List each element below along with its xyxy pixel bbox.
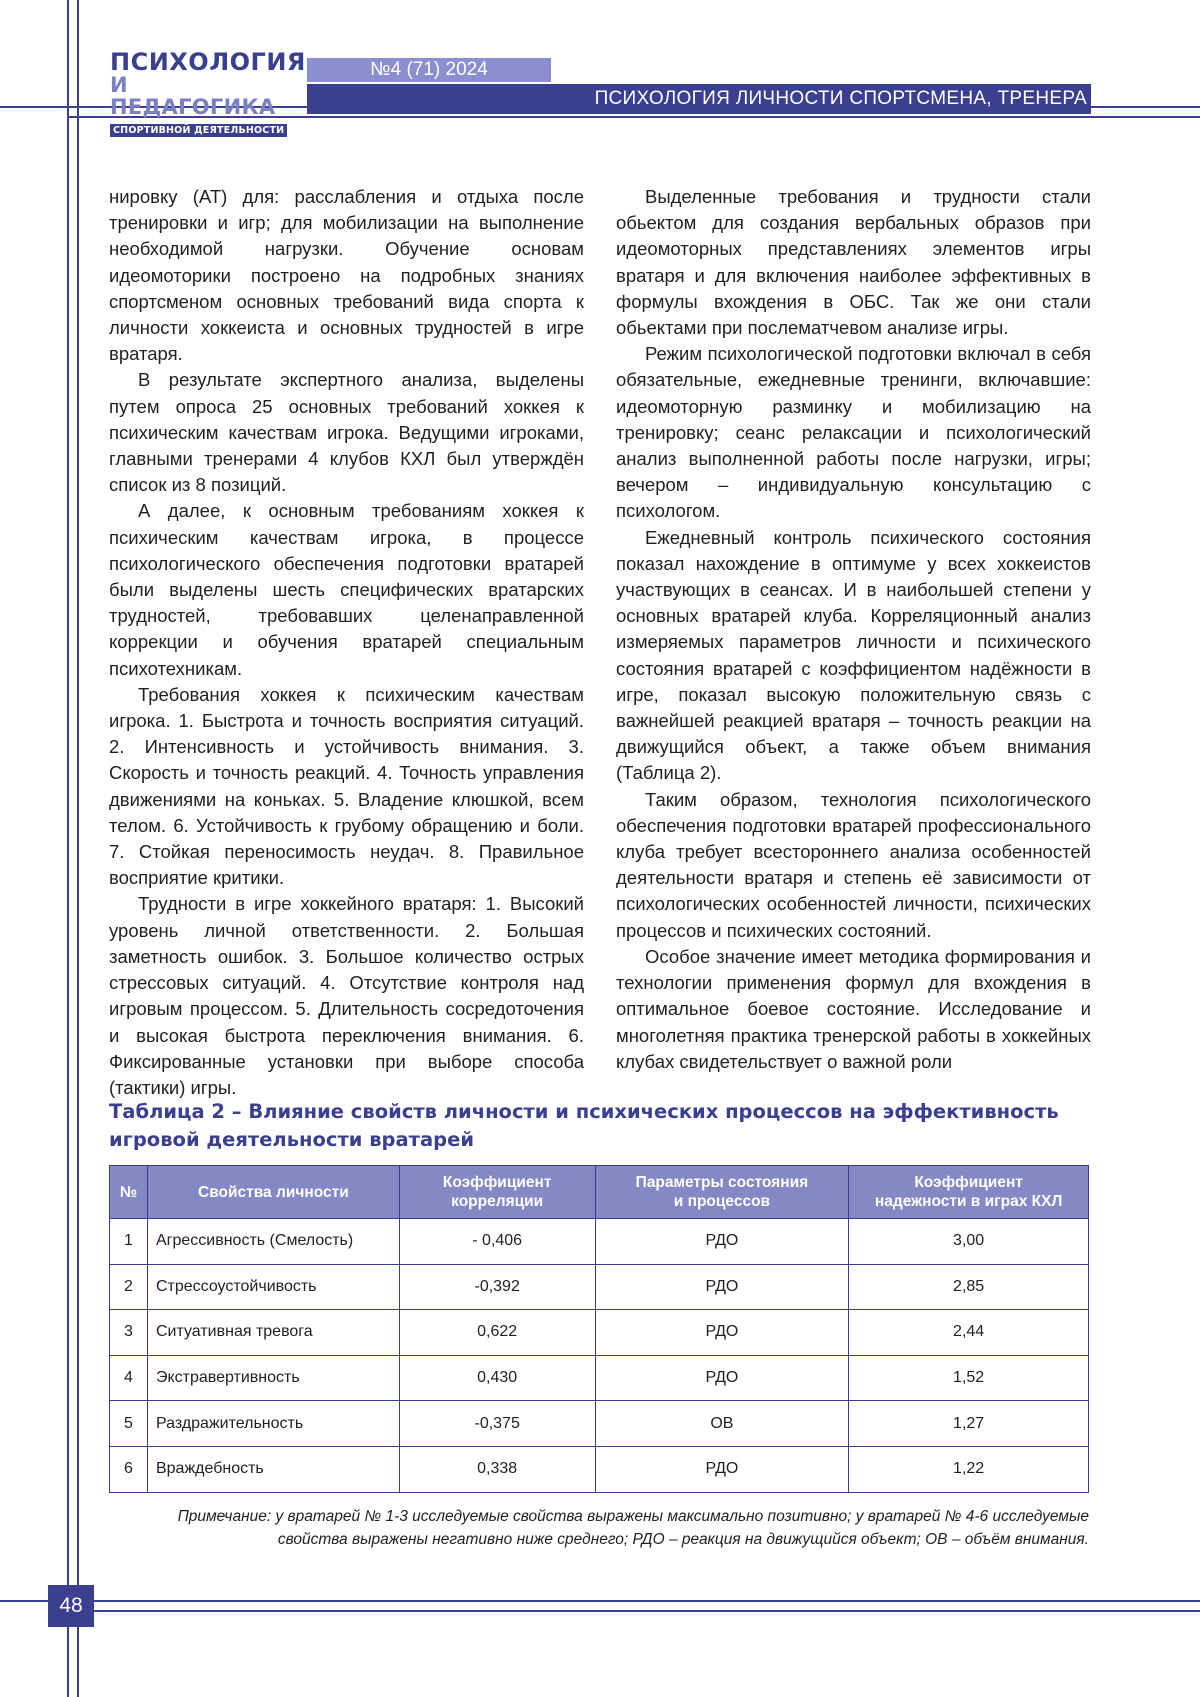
cell-param: РДО xyxy=(595,1264,849,1310)
table-row xyxy=(110,1446,1089,1492)
table-row xyxy=(110,1355,1089,1401)
cell-num: 3 xyxy=(110,1310,148,1356)
frame-line-left-inner xyxy=(77,0,79,1697)
table-note-line2: свойства выражены негативно ниже среднего; РДО – реакция на движущийся объект; ОВ – объём внимания. xyxy=(277,1531,1089,1548)
header-property: Свойства личности xyxy=(147,1166,399,1219)
cell-num: 2 xyxy=(110,1264,148,1310)
cell-property: Стрессоустойчивость xyxy=(147,1264,399,1310)
cell-coef: 0,338 xyxy=(399,1446,595,1492)
paragraph: Особое значение имеет методика формирования и технологии применения формул для вхождения в оптимальное боевое состояние. Исследование и многолетняя практика тренерской работы в хоккейных клубах свидетельствует о важной роли xyxy=(616,945,1091,1072)
frame-line-bottom-outer xyxy=(0,1600,1200,1602)
table-row xyxy=(110,1310,1089,1356)
page-number: 48 xyxy=(48,1585,94,1627)
frame-line-bottom-inner xyxy=(67,1610,1200,1612)
cell-reliability: 3,00 xyxy=(849,1219,1089,1265)
cell-reliability: 2,85 xyxy=(849,1264,1089,1310)
data-table xyxy=(109,1165,1089,1493)
cell-coef: -0,392 xyxy=(399,1264,595,1310)
cell-reliability: 1,52 xyxy=(849,1355,1089,1401)
logo-line3: СПОРТИВНОЙ ДЕЯТЕЛЬНОСТИ xyxy=(110,124,287,137)
issue-number: №4 (71) 2024 xyxy=(307,58,551,82)
cell-coef: - 0,406 xyxy=(399,1219,595,1265)
cell-property: Ситуативная тревога xyxy=(147,1310,399,1356)
cell-param: ОВ xyxy=(595,1401,849,1447)
cell-num: 6 xyxy=(110,1446,148,1492)
right-column xyxy=(616,184,1091,1075)
header-num: № xyxy=(110,1166,148,1219)
cell-property: Экстравертивность xyxy=(147,1355,399,1401)
paragraph: Таким образом, технология психологического обеспечения подготовки вратарей профессионального клуба требует всестороннего анализа особенностей деятельности вратаря и степень её зависимости от психологических особенностей личности, психических процессов и психических состояний. xyxy=(616,788,1091,941)
cell-property: Раздражительность xyxy=(147,1401,399,1447)
header-coef: Коэффициент корреляции xyxy=(399,1166,595,1219)
paragraph: В результате экспертного анализа, выделены путем опроса 25 основных требований хоккея к психическим качествам игрока. Ведущими игроками, главными тренерами 4 клубов КХЛ был утверждён список из 8 позиций. xyxy=(109,369,584,496)
header-reliability: Коэффициент надежности в играх КХЛ xyxy=(849,1166,1089,1219)
cell-num: 4 xyxy=(110,1355,148,1401)
table-row xyxy=(110,1401,1089,1447)
paragraph: Выделенные требования и трудности стали обьектом для создания вербальных образов при идеомоторных представлениях элементов игры вратаря и для включения наиболее эффективных в формулы вхождения в ОБС. Так же они стали обьектами при послематчевом анализе игры. xyxy=(616,186,1091,339)
journal-logo xyxy=(110,48,306,137)
table-caption: Таблица 2 – Влияние свойств личности и психических процессов на эффективность игровой деятельности вратарей xyxy=(109,1100,1059,1151)
cell-reliability: 1,22 xyxy=(849,1446,1089,1492)
table-row xyxy=(110,1264,1089,1310)
header-params: Параметры состояния и процессов xyxy=(595,1166,849,1219)
table-note-line1: Примечание: у вратарей № 1-3 исследуемые свойства выражены максимально позитивно; у вратарей № 4-6 исследуемые xyxy=(177,1508,1089,1525)
cell-coef: 0,430 xyxy=(399,1355,595,1401)
cell-param: РДО xyxy=(595,1355,849,1401)
cell-num: 5 xyxy=(110,1401,148,1447)
logo-line2: И ПЕДАГОГИКА xyxy=(110,73,276,119)
paragraph: Трудности в игре хоккейного вратаря: 1. Высокий уровень личной ответственности. 2. Большая заметность ошибок. 3. Большое количество острых стрессовых ситуаций. 4. Отсутствие контроля над игровым процессом. 5. Длительность сосредоточения и высокая быстрота переключения внимания. 6. Фиксированные установки при выборе способа (тактики) игры. xyxy=(109,893,584,1098)
paragraph: Режим психологической подготовки включал в себя обязательные, ежедневные тренинги, включавшие: идеомоторную разминку и мобилизацию на тренировку; сеанс релаксации и психологический анализ выполненной работы после нагрузки, игры; вечером – индивидуальную консультацию с психологом. xyxy=(616,343,1091,522)
cell-param: РДО xyxy=(595,1219,849,1265)
cell-param: РДО xyxy=(595,1446,849,1492)
cell-num: 1 xyxy=(110,1219,148,1265)
paragraph: Требования хоккея к психическим качествам игрока. 1. Быстрота и точность восприятия ситуаций. 2. Интенсивность и устойчивость внимания. 3. Скорость и точность реакций. 4. Точность управления движениями на коньках. 5. Владение клюшкой, всем телом. 6. Устойчивость к грубому обращению и боли. 7. Стойкая переносимость неудач. 8. Правильное восприятие критики. xyxy=(109,683,584,889)
cell-param: РДО xyxy=(595,1310,849,1356)
table-note xyxy=(109,1505,1089,1551)
paragraph: А далее, к основным требованиям хоккея к психическим качествам игрока, в процессе психологического обеспечения подготовки вратарей были выделены шесть специфических вратарских трудностей, требовавших целенаправленной коррекции и обучения вратарей специальным психотехникам. xyxy=(109,500,584,679)
cell-coef: -0,375 xyxy=(399,1401,595,1447)
cell-property: Враждебность xyxy=(147,1446,399,1492)
table-row xyxy=(110,1219,1089,1265)
frame-line-left-outer xyxy=(67,0,69,1697)
paragraph: нировку (АТ) для: расслабления и отдыха после тренировки и игр; для мобилизации на выполнение необходимой нагрузки. Обучение основам идеомоторики построено на подробных знаниях спортсменом основных требований вида спорта к личности хоккеиста и основных трудностей в игре вратаря. xyxy=(109,186,584,365)
left-column xyxy=(109,184,584,1101)
section-title: ПСИХОЛОГИЯ ЛИЧНОСТИ СПОРТСМЕНА, ТРЕНЕРА xyxy=(307,84,1091,114)
logo-line1: ПСИХОЛОГИЯ xyxy=(110,48,306,76)
paragraph: Ежедневный контроль психического состояния показал нахождение в оптимуме у всех хоккеистов участвующих в сеансах. И в наибольшей степени у основных вратарей клуба. Корреляционный анализ измеряемых параметров личности и психического состояния вратарей с коэффициентом надёжности в игре, показал высокую положительную связь с важнейшей реакцией вратаря – точность реакции на движущийся объект, а также объем внимания (Таблица 2). xyxy=(616,526,1091,784)
cell-reliability: 2,44 xyxy=(849,1310,1089,1356)
cell-property: Агрессивность (Смелость) xyxy=(147,1219,399,1265)
cell-reliability: 1,27 xyxy=(849,1401,1089,1447)
cell-coef: 0,622 xyxy=(399,1310,595,1356)
table-header-row xyxy=(110,1166,1089,1219)
